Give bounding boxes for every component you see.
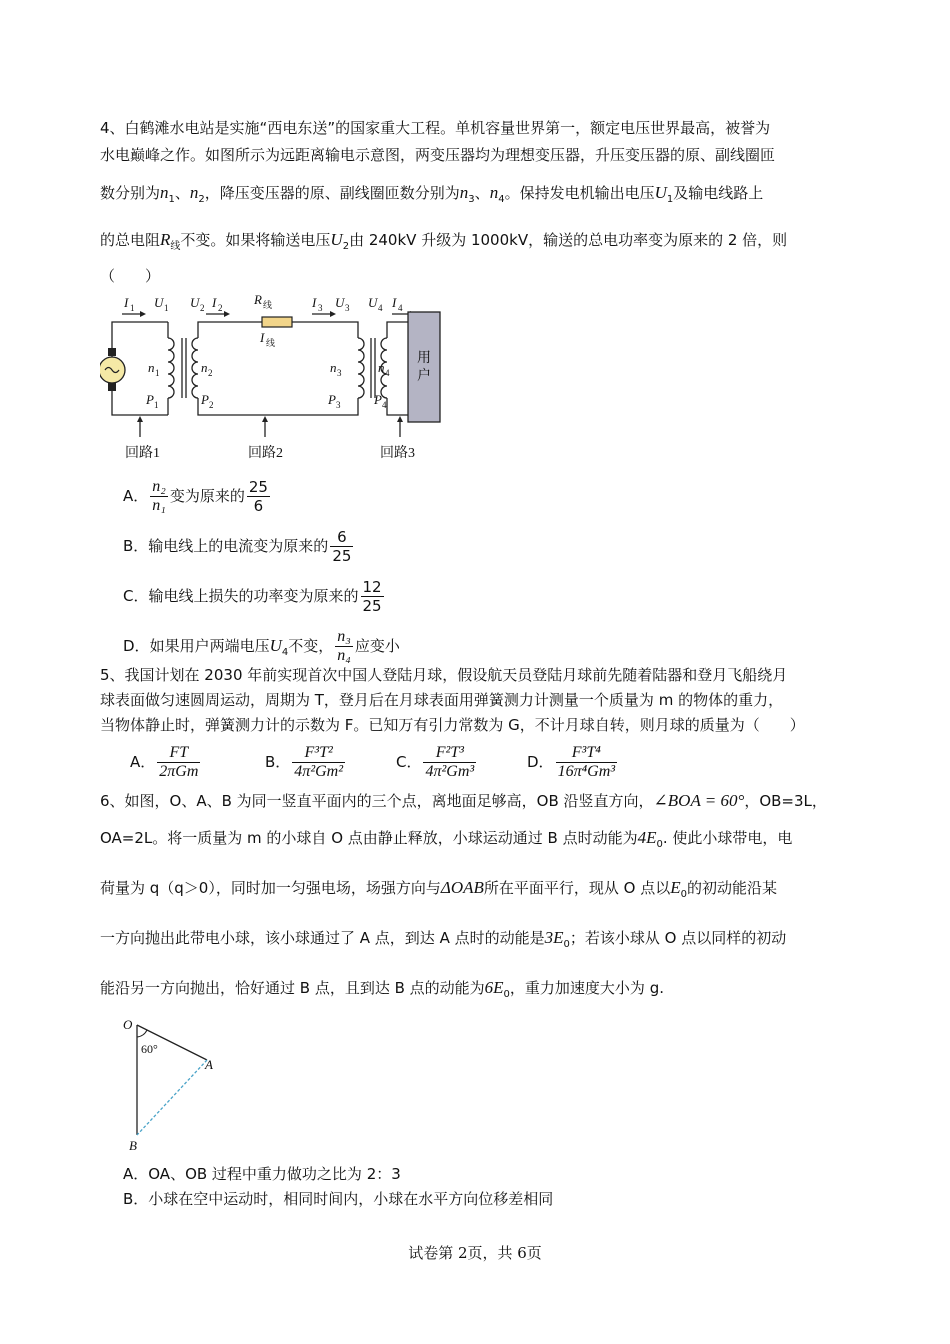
svg-text:n: n xyxy=(330,360,337,375)
svg-text:P: P xyxy=(146,392,154,407)
svg-text:4: 4 xyxy=(382,400,387,410)
q5-line-3: 当物体静止时，弹簧测力计的示数为 F。已知万有引力常数为 G，不计月球自转，则月球的质量为（ ） xyxy=(100,716,805,734)
q6-line-4: 一方向抛出此带电小球，该小球通过了 A 点，到达 A 点时的动能是$3E_0$；若该小球从 O 点以同样的初动 xyxy=(100,928,787,950)
svg-text:U: U xyxy=(190,295,200,310)
svg-text:回路2: 回路2 xyxy=(248,446,283,461)
svg-text:I: I xyxy=(392,295,397,310)
svg-text:4: 4 xyxy=(385,368,390,378)
svg-text:1: 1 xyxy=(155,368,160,378)
svg-text:2: 2 xyxy=(200,303,205,313)
svg-text:U: U xyxy=(368,295,378,310)
q4-line-4: 的总电阻$R_线$不变。如果将输送电压$U_2$由 240kV 升级为 1000kV，输送的总电功率变为原来的 2 倍，则 xyxy=(100,230,788,252)
page-footer: 试卷第 2页，共 6页 xyxy=(408,1244,542,1262)
svg-text:2: 2 xyxy=(218,303,223,313)
q5-option-c[interactable]: C． $\frac{\text{F²T³}}{\text{4π²Gm³}}$ xyxy=(396,744,475,780)
q5-option-a[interactable]: A． $\frac{FT}{\text{2πGm}}$ xyxy=(130,744,199,780)
q4-option-d[interactable]: D．如果用户两端电压$U_4$不变， $\frac{\text{n₃}}{\text{n₄}}$ 应变小 xyxy=(123,628,400,664)
q4-line-2: 水电巅峰之作。如图所示为远距离输电示意图，两变压器均为理想变压器，升压变压器的原、副线圈匝 xyxy=(100,146,776,164)
q6-line-2: OA=2L。将一质量为 m 的小球自 O 点由静止释放，小球运动通过 B 点时动能为$4E_0$. 使此小球带电，电 xyxy=(100,828,793,850)
svg-text:线: 线 xyxy=(263,300,273,310)
svg-text:60°: 60° xyxy=(141,1042,158,1056)
svg-text:I: I xyxy=(260,330,265,345)
svg-text:I: I xyxy=(312,295,317,310)
q4-option-c[interactable]: C．输电线上损失的功率变为原来的 $\frac{12}{25}$ xyxy=(123,578,382,615)
q4-line-1: 4、白鹤滩水电站是实施“西电东送”的国家重大工程。单机容量世界第一，额定电压世界最高，被誉为 xyxy=(100,119,771,137)
svg-text:2: 2 xyxy=(208,368,213,378)
svg-text:1: 1 xyxy=(154,400,159,410)
svg-text:n: n xyxy=(148,360,155,375)
svg-text:O: O xyxy=(123,1017,133,1032)
svg-text:回路3: 回路3 xyxy=(380,446,415,461)
transmission-circuit-diagram xyxy=(100,290,450,465)
svg-text:1: 1 xyxy=(164,303,169,313)
svg-text:4: 4 xyxy=(398,303,403,313)
svg-text:I: I xyxy=(212,295,217,310)
q6-line-5: 能沿另一方向抛出，恰好通过 B 点，且到达 B 点的动能为$6E_0$，重力加速度大小为 g. xyxy=(100,978,664,1000)
svg-text:3: 3 xyxy=(336,400,341,410)
svg-text:P: P xyxy=(328,392,336,407)
q6-line-3: 荷量为 q（q＞0），同时加一匀强电场，场强方向与ΔOAB所在平面平行，现从 O 点以$E_0$的初动能沿某 xyxy=(100,878,778,900)
q5-option-d[interactable]: D． $\frac{\text{F³T⁴}}{\text{16π⁴Gm³}}$ xyxy=(527,744,616,780)
q6-option-b[interactable]: B．小球在空中运动时，相同时间内，小球在水平方向位移差相同 xyxy=(123,1190,554,1208)
svg-text:回路1: 回路1 xyxy=(125,446,160,461)
svg-text:I: I xyxy=(124,295,129,310)
svg-text:n: n xyxy=(378,360,385,375)
q4-line-3: 数分别为$n_1$、$n_2$，降压变压器的原、副线圈匝数分别为$n_3$、$n_4$。保持发电机输出电压$U_1$及输电线路上 xyxy=(100,183,764,205)
q6-option-a[interactable]: A．OA、OB 过程中重力做功之比为 2：3 xyxy=(123,1165,401,1183)
svg-text:P: P xyxy=(201,392,209,407)
svg-text:4: 4 xyxy=(378,303,383,313)
svg-text:2: 2 xyxy=(209,400,214,410)
q6-line-1: 6、如图，O、A、B 为同一竖直平面内的三个点，离地面足够高，OB 沿竖直方向，∠BOA = 60°，OB=3L， xyxy=(100,791,827,810)
q5-option-b[interactable]: B． $\frac{\text{F³T²}}{\text{4π²Gm²}}$ xyxy=(265,744,344,780)
svg-text:3: 3 xyxy=(345,303,350,313)
svg-text:B: B xyxy=(129,1138,137,1153)
q4-option-b[interactable]: B．输电线上的电流变为原来的 $\frac{6}{25}$ xyxy=(123,528,352,565)
q4-blank: （ ） xyxy=(100,267,161,285)
svg-text:3: 3 xyxy=(337,368,342,378)
q5-line-1: 5、我国计划在 2030 年前实现首次中国人登陆月球，假设航天员登陆月球前先随着陆器和登月飞船绕月 xyxy=(100,666,788,684)
svg-text:U: U xyxy=(335,295,345,310)
svg-text:3: 3 xyxy=(318,303,323,313)
svg-text:n: n xyxy=(201,360,208,375)
svg-text:户: 户 xyxy=(417,369,431,384)
q5-line-2: 球表面做匀速圆周运动，周期为 T，登月后在月球表面用弹簧测力计测量一个质量为 m 的物体的重力， xyxy=(100,691,784,709)
svg-text:P: P xyxy=(374,392,382,407)
svg-text:1: 1 xyxy=(130,303,135,313)
svg-text:用: 用 xyxy=(417,351,431,366)
triangle-oab-figure xyxy=(115,1015,225,1155)
q4-option-a[interactable]: A． $\frac{\text{n₂}}{\text{n₁}}$ 变为原来的 $\frac{25}{6}$ xyxy=(123,478,268,515)
svg-text:R: R xyxy=(254,292,262,307)
svg-text:A: A xyxy=(205,1057,213,1072)
svg-text:线: 线 xyxy=(266,338,276,348)
svg-text:U: U xyxy=(154,295,164,310)
